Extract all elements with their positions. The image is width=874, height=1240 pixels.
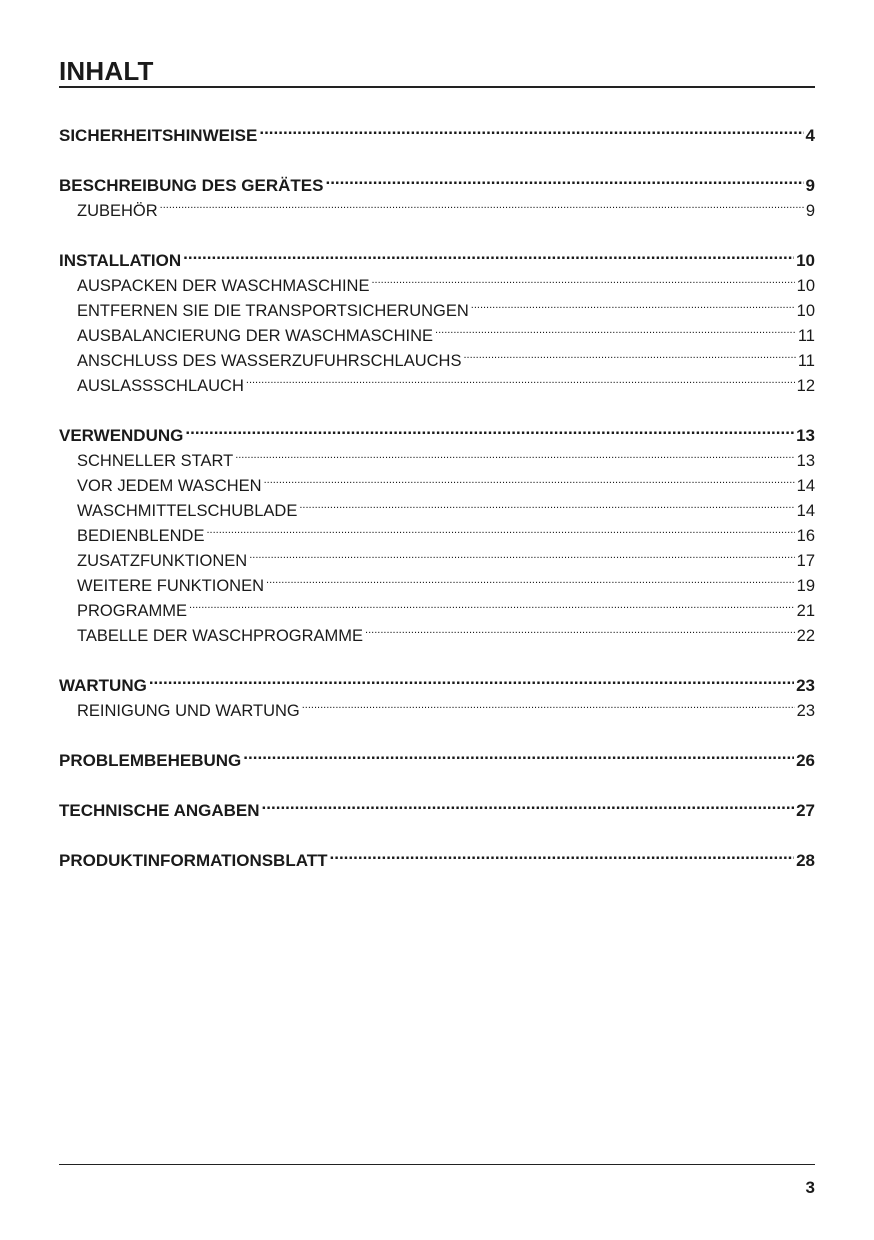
page-title: INHALT: [59, 56, 154, 86]
toc-entry-main[interactable]: [59, 166, 815, 195]
toc-subentry-label: WEITERE FUNKTIONEN: [77, 577, 265, 595]
toc-subentry-page: 19: [796, 577, 815, 595]
toc-entry-page: 26: [796, 751, 815, 770]
toc-subentry-page: 10: [796, 302, 815, 320]
toc-entry-label: BESCHREIBUNG DES GERÄTES: [59, 176, 324, 195]
toc-subentry-page: 9: [805, 202, 815, 220]
toc-entry-label: PROBLEMBEHEBUNG: [59, 751, 242, 770]
toc-entry-sub[interactable]: [59, 191, 815, 220]
toc-section: [59, 791, 815, 820]
toc-entry-sub[interactable]: [59, 691, 815, 720]
toc-subentry-label: ENTFERNEN SIE DIE TRANSPORTSICHERUNGEN: [77, 302, 469, 320]
toc-subentry-label: PROGRAMME: [77, 602, 188, 620]
document-page: [59, 0, 815, 1240]
toc-entry-main[interactable]: [59, 116, 815, 145]
toc-subentry-page: 11: [797, 327, 815, 345]
toc-subentry-page: 22: [796, 627, 815, 645]
dot-leader: [471, 291, 795, 316]
toc-entry-main[interactable]: [59, 841, 815, 870]
toc-section: [59, 666, 815, 720]
dot-leader: [302, 691, 795, 716]
toc-subentry-label: SCHNELLER START: [77, 452, 234, 470]
toc-entry-page: 9: [805, 176, 815, 195]
dot-leader: [266, 566, 795, 591]
toc-entry-page: 28: [796, 851, 815, 870]
toc-subentry-page: 16: [796, 527, 815, 545]
toc-entry-page: 10: [796, 251, 815, 270]
toc-subentry-page: 14: [796, 502, 815, 520]
toc-subentry-label: ZUBEHÖR: [77, 202, 158, 220]
toc-entry-label: TECHNISCHE ANGABEN: [59, 801, 260, 820]
toc-entry-main[interactable]: [59, 741, 815, 770]
toc-subentry-page: 12: [796, 377, 815, 395]
dot-leader: [149, 666, 794, 691]
title-divider: [59, 86, 815, 88]
toc-subentry-label: AUSBALANCIERUNG DER WASCHMASCHINE: [77, 327, 434, 345]
toc-subentry-page: 14: [796, 477, 815, 495]
dot-leader: [299, 491, 794, 516]
footer-divider: [59, 1164, 815, 1165]
dot-leader: [243, 741, 794, 766]
toc-subentry-label: REINIGUNG UND WARTUNG: [77, 702, 300, 720]
toc-entry-label: WARTUNG: [59, 676, 147, 695]
toc-entry-main[interactable]: [59, 791, 815, 820]
dot-leader: [189, 591, 795, 616]
toc-subentry-label: AUSPACKEN DER WASCHMASCHINE: [77, 277, 370, 295]
dot-leader: [183, 241, 794, 266]
toc-subentry-label: AUSLASSSCHLAUCH: [77, 377, 244, 395]
dot-leader: [206, 516, 794, 541]
toc-entry-main[interactable]: [59, 666, 815, 695]
table-of-contents: [59, 116, 815, 891]
dot-leader: [325, 166, 803, 191]
toc-entry-label: SICHERHEITSHINWEISE: [59, 126, 258, 145]
toc-entry-page: 23: [796, 676, 815, 695]
toc-entry-label: VERWENDUNG: [59, 426, 184, 445]
toc-section: [59, 116, 815, 145]
dot-leader: [259, 116, 803, 141]
dot-leader: [249, 541, 794, 566]
dot-leader: [160, 191, 804, 216]
toc-section: [59, 241, 815, 395]
dot-leader: [235, 441, 794, 466]
dot-leader: [262, 791, 795, 816]
toc-entry-main[interactable]: [59, 416, 815, 445]
toc-subentry-page: 23: [796, 702, 815, 720]
toc-entry-page: 4: [805, 126, 815, 145]
toc-subentry-label: ZUSATZFUNKTIONEN: [77, 552, 248, 570]
toc-subentry-page: 21: [796, 602, 815, 620]
toc-subentry-page: 10: [796, 277, 815, 295]
toc-subentry-page: 13: [796, 452, 815, 470]
dot-leader: [463, 341, 795, 366]
dot-leader: [371, 266, 794, 291]
toc-subentry-label: ANSCHLUSS DES WASSERZUFUHRSCHLAUCHS: [77, 352, 462, 370]
page-number: 3: [805, 1178, 815, 1197]
toc-section: [59, 416, 815, 645]
dot-leader: [435, 316, 796, 341]
toc-section: [59, 841, 815, 870]
dot-leader: [365, 616, 795, 641]
dot-leader: [246, 366, 795, 391]
toc-entry-main[interactable]: [59, 241, 815, 270]
toc-subentry-page: 11: [797, 352, 815, 370]
toc-entry-page: 13: [796, 426, 815, 445]
toc-entry-label: PRODUKTINFORMATIONSBLATT: [59, 851, 328, 870]
toc-section: [59, 741, 815, 770]
toc-entry-label: INSTALLATION: [59, 251, 182, 270]
toc-subentry-label: WASCHMITTELSCHUBLADE: [77, 502, 298, 520]
dot-leader: [185, 416, 794, 441]
toc-subentry-label: BEDIENBLENDE: [77, 527, 205, 545]
toc-subentry-label: TABELLE DER WASCHPROGRAMME: [77, 627, 364, 645]
dot-leader: [330, 841, 795, 866]
dot-leader: [264, 466, 795, 491]
toc-subentry-page: 17: [796, 552, 815, 570]
toc-section: [59, 166, 815, 220]
toc-entry-page: 27: [796, 801, 815, 820]
toc-subentry-label: VOR JEDEM WASCHEN: [77, 477, 262, 495]
